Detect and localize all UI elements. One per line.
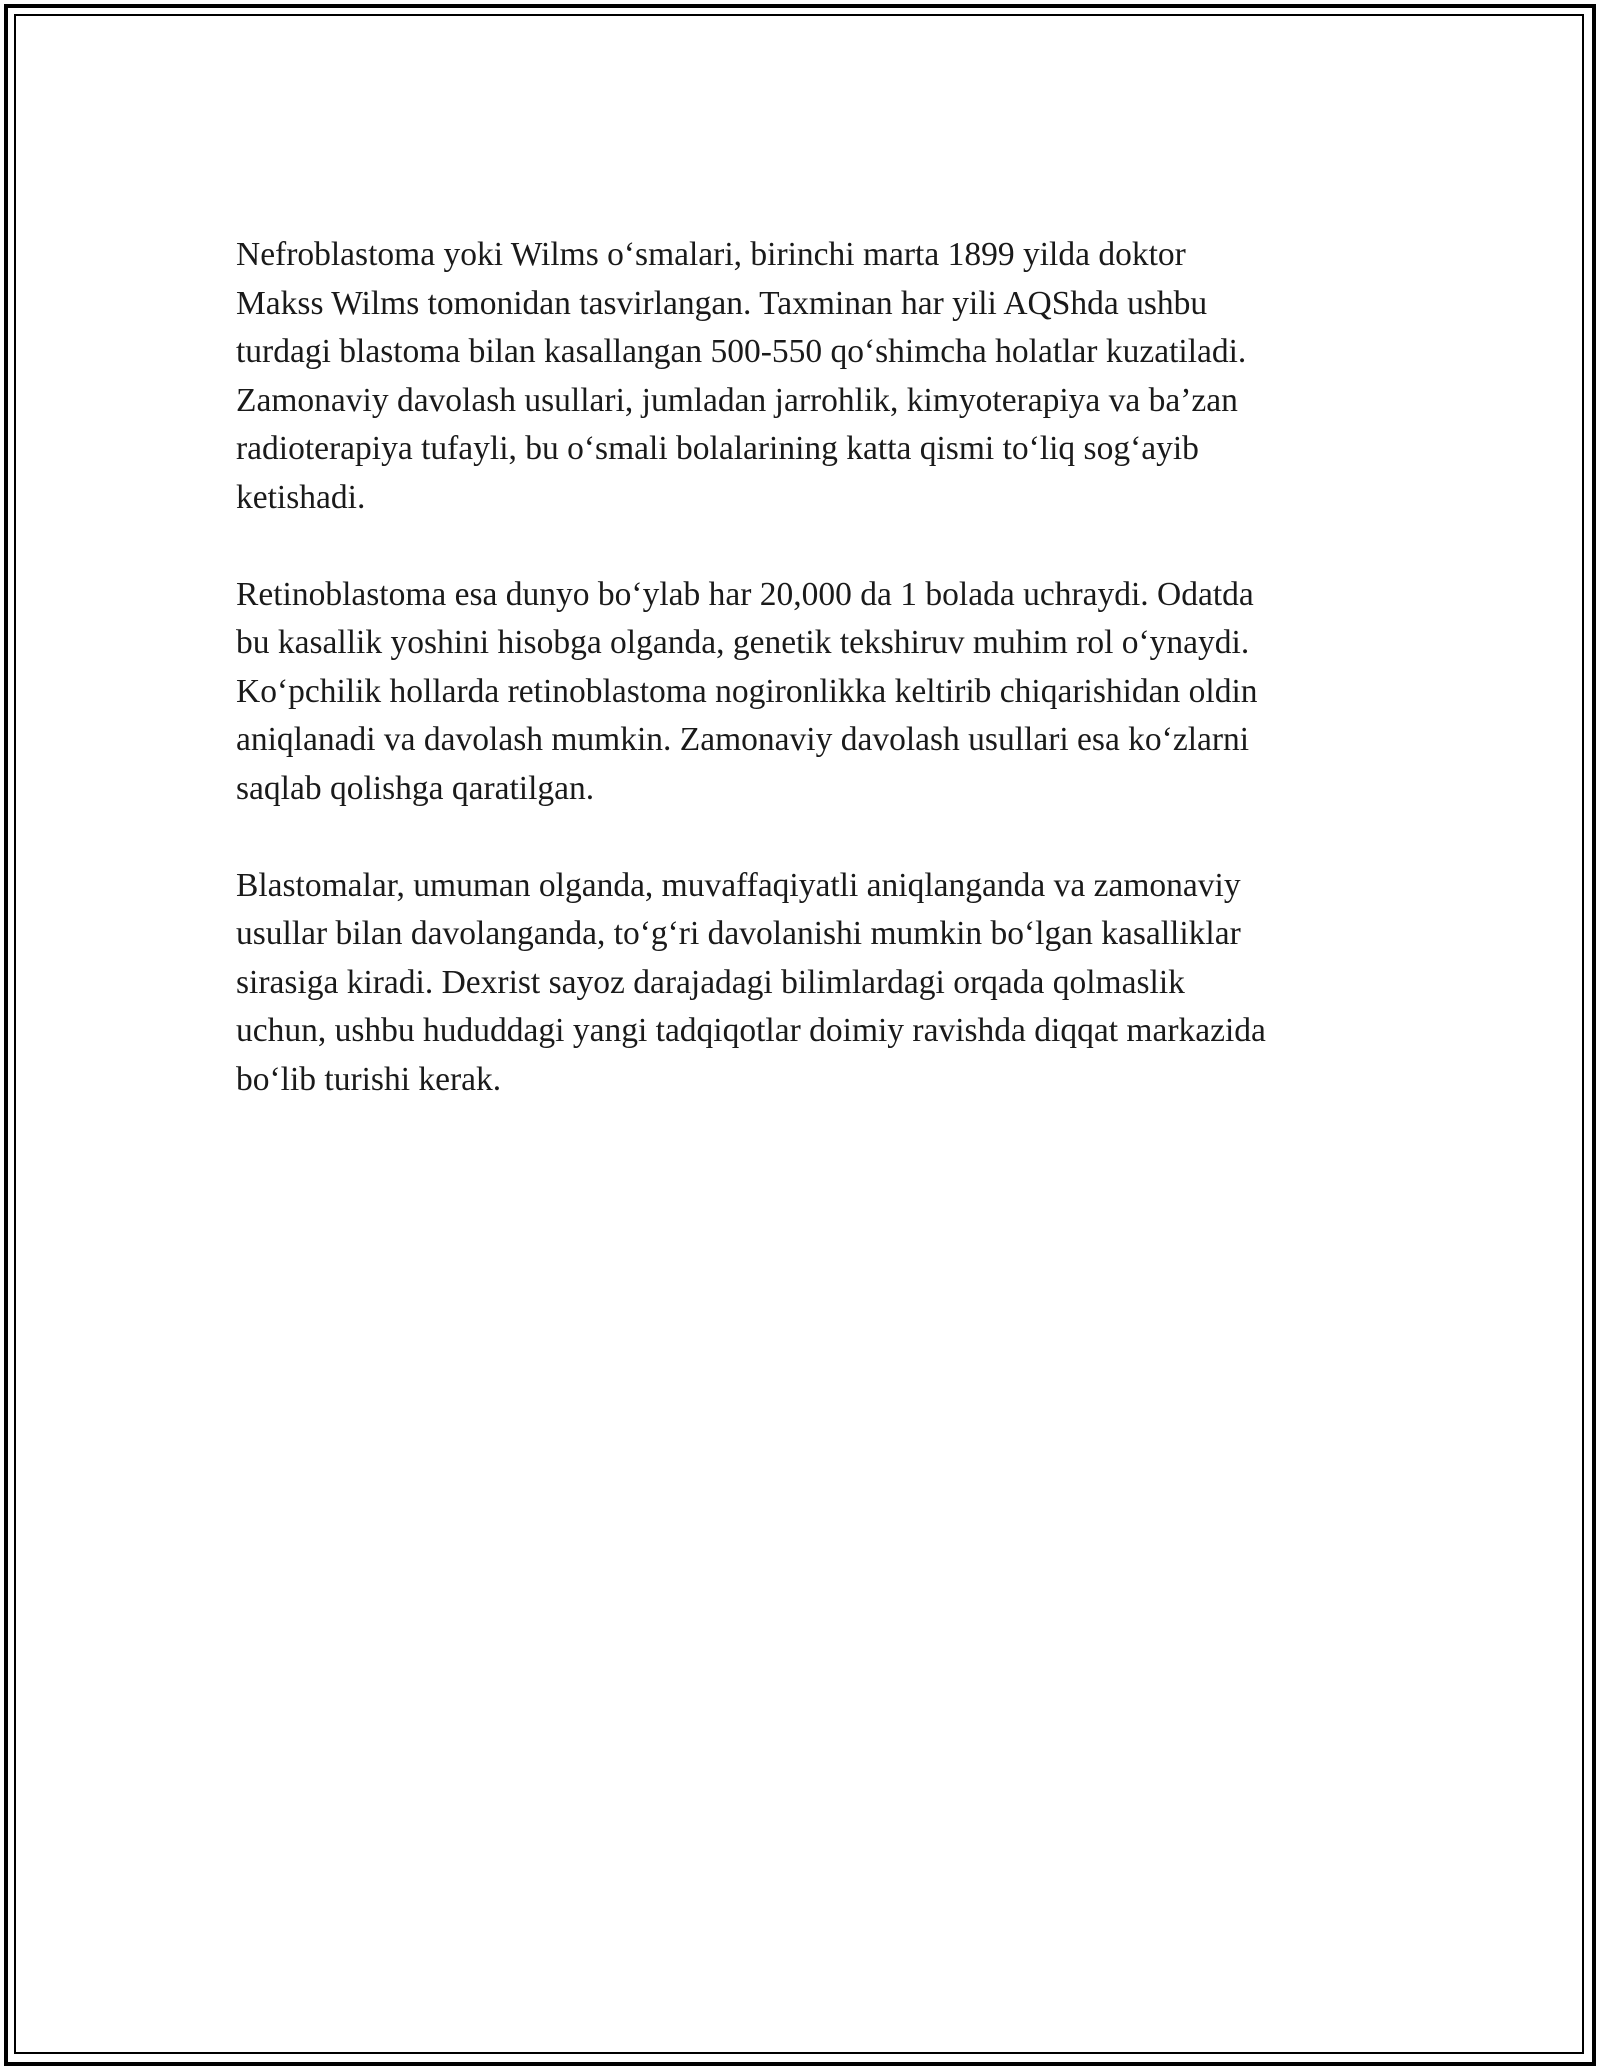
paragraph-line: Blastomalar, umuman olganda, muvaffaqiyatli aniqlanganda va zamonaviy	[236, 866, 1241, 904]
paragraph-line: aniqlanadi va davolash mumkin. Zamonaviy davolash usullari esa ko‘zlarni	[236, 721, 1250, 758]
paragraph-line: sirasiga kiradi. Dexrist sayoz darajadagi bilimlardagi orqada qolmaslik	[236, 963, 1185, 1001]
paragraph-line: bu kasallik yoshini hisobga olganda, genetik tekshiruv muhim rol o‘ynaydi.	[236, 624, 1250, 661]
paragraph-line: turdagi blastoma bilan kasallangan 500-550 qo‘shimcha holatlar kuzatiladi.	[236, 333, 1247, 370]
paragraph-line: radioterapiya tufayli, bu o‘smali bolalarining katta qismi to‘liq sog‘ayib	[236, 430, 1199, 467]
paragraph-line: Ko‘pchilik hollarda retinoblastoma nogironlikka keltirib chiqarishidan oldin	[236, 672, 1258, 710]
paragraph-line: Makss Wilms tomonidan tasvirlangan. Taxminan har yili AQShda ushbu	[236, 284, 1208, 322]
paragraph-line: uchun, ushbu hududdagi yangi tadqiqotlar doimiy ravishda diqqat markazida	[236, 1012, 1266, 1049]
paragraph-line: bo‘lib turishi kerak.	[236, 1060, 502, 1098]
paragraph-line: Retinoblastoma esa dunyo bo‘ylab har 20,000 da 1 bolada uchraydi. Odatda	[236, 575, 1254, 613]
paragraph-line: ketishadi.	[236, 478, 366, 516]
paragraph-retinoblastoma	[236, 571, 1376, 814]
paragraph-line: saqlab qolishga qaratilgan.	[236, 769, 595, 807]
paragraph-blastomas	[236, 862, 1376, 1105]
document-body	[236, 231, 1376, 1153]
paragraph-wilms	[236, 231, 1376, 522]
paragraph-line: usullar bilan davolanganda, to‘g‘ri davolanishi mumkin bo‘lgan kasalliklar	[236, 915, 1241, 952]
paragraph-line: Zamonaviy davolash usullari, jumladan jarrohlik, kimyoterapiya va ba’zan	[236, 381, 1238, 419]
paragraph-line: Nefroblastoma yoki Wilms o‘smalari, birinchi marta 1899 yilda doktor	[236, 236, 1186, 273]
